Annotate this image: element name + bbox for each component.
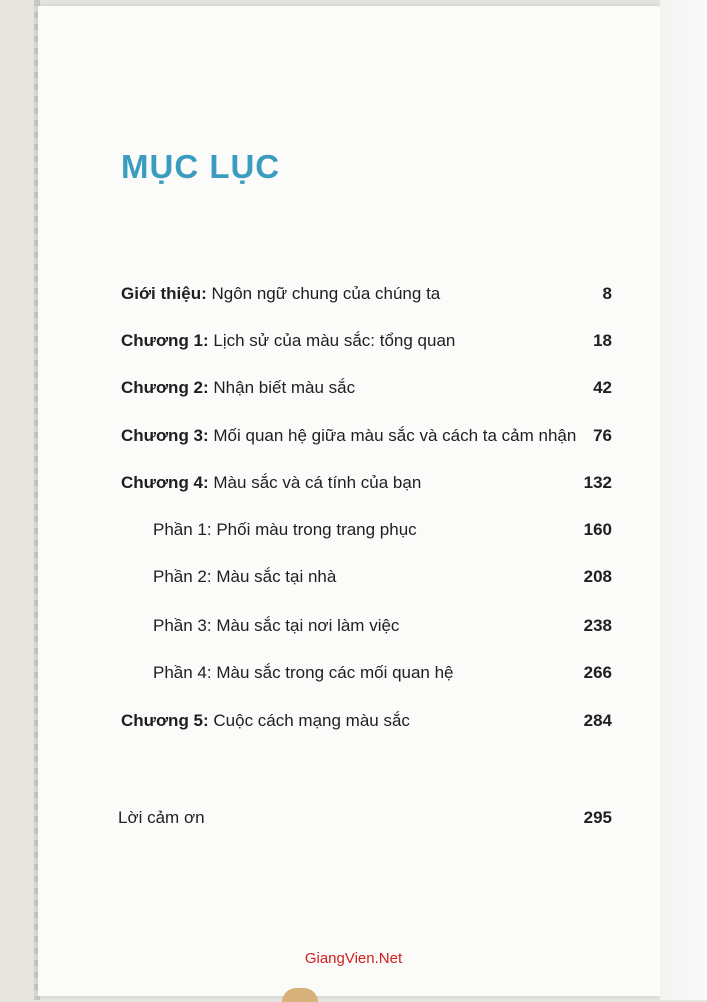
toc-page-number: 42 (593, 378, 612, 397)
toc-entry-text: Mối quan hệ giữa màu sắc và cách ta cảm nhận (208, 426, 577, 445)
toc-entry-acknowledgements (0, 808, 707, 834)
toc-entry-prefix: Chương 4: (121, 473, 209, 492)
toc-entry-text: Phần 1: Phối màu trong trang phục (153, 520, 417, 539)
toc-page-number: 160 (583, 520, 612, 539)
toc-entry-part-3 (0, 616, 707, 642)
toc-page-number: 238 (583, 616, 612, 635)
page-title: MỤC LỤC (121, 148, 281, 185)
toc-page-number: 8 (602, 284, 612, 303)
toc-entry-prefix: Chương 3: (121, 426, 209, 445)
toc-entry-text: Nhận biết màu sắc (208, 378, 356, 397)
toc-entry-part-4 (0, 663, 707, 689)
toc-entry-chapter-4 (0, 473, 707, 499)
toc-entry-text: Phần 3: Màu sắc tại nơi làm việc (153, 616, 400, 635)
toc-page-number: 266 (583, 663, 612, 682)
watermark: GiangVien.Net (304, 950, 403, 967)
toc-entry-text: Phần 2: Màu sắc tại nhà (153, 567, 337, 586)
toc-entry-text: Cuộc cách mạng màu sắc (208, 711, 410, 730)
toc-entry-text: Ngôn ngữ chung của chúng ta (206, 284, 441, 303)
toc-page-number: 208 (583, 567, 612, 586)
toc-entry-chapter-2 (0, 378, 707, 404)
toc-entry-prefix: Chương 5: (121, 711, 209, 730)
toc-entry-prefix: Chương 2: (121, 378, 209, 397)
toc-entry-chapter-1 (0, 331, 707, 357)
toc-entry-intro (0, 284, 707, 310)
toc-page-number: 132 (583, 473, 612, 492)
toc-entry-part-1 (0, 520, 707, 546)
toc-entry-text: Lời cảm ơn (118, 808, 205, 827)
toc-entry-text: Lịch sử của màu sắc: tổng quan (208, 331, 456, 350)
page-edge (660, 0, 707, 1000)
toc-entry-prefix: Giới thiệu: (121, 284, 207, 303)
toc-entry-text: Màu sắc và cá tính của bạn (208, 473, 422, 492)
toc-page-number: 18 (593, 331, 612, 350)
toc-entry-chapter-3 (0, 426, 707, 452)
toc-entry-prefix: Chương 1: (121, 331, 209, 350)
toc-entry-chapter-5 (0, 711, 707, 737)
toc-page-number: 295 (583, 808, 612, 827)
toc-entry-text: Phần 4: Màu sắc trong các mối quan hệ (153, 663, 454, 682)
toc-entry-part-2 (0, 567, 707, 593)
toc-page-number: 284 (583, 711, 612, 730)
toc-page-number: 76 (593, 426, 612, 445)
